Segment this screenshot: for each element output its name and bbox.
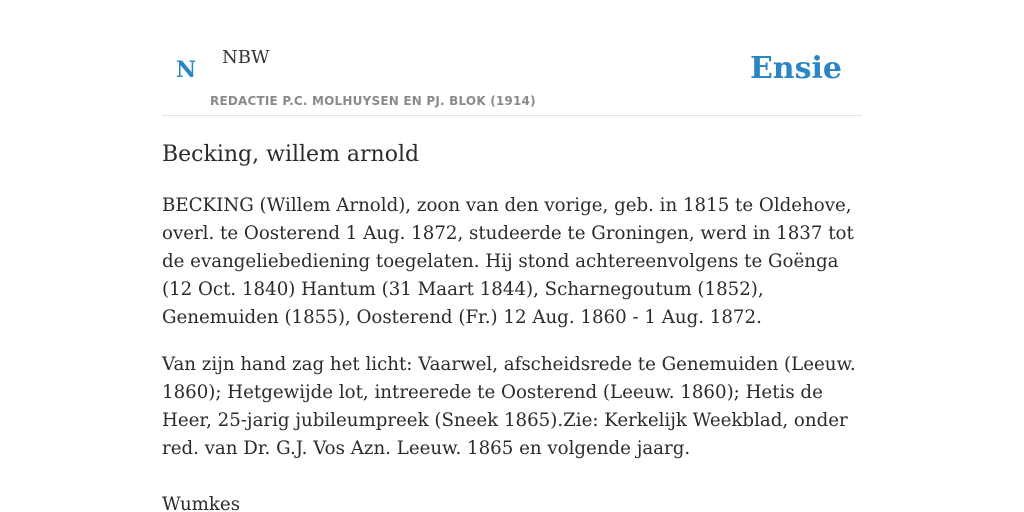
source-name[interactable]: NBW	[222, 47, 270, 68]
article-paragraph: Van zijn hand zag het licht: Vaarwel, afscheidsrede te Genemuiden (Leeuw. 1860); Hetgewijde lot, intreerede te Oosterend (Leeuw. 1860); Hetis de Heer, 25-jarig jubileumpreek (Sneek 1865).Zie: Kerkelijk Weekblad, onder red. van Dr. G.J. Vos Azn. Leeuw. 1865 en volgende jaarg.	[162, 354, 856, 459]
article-author: Wumkes	[162, 494, 241, 512]
article-body	[162, 192, 862, 482]
ensie-logo-link[interactable]: Ensie	[749, 51, 842, 86]
source-subtitle: REDACTIE P.C. MOLHUYSEN EN PJ. BLOK (1914)	[210, 94, 536, 108]
source-header	[162, 0, 862, 116]
source-logo[interactable]: N	[176, 57, 197, 83]
article-paragraph: BECKING (Willem Arnold), zoon van den vorige, geb. in 1815 te Oldehove, overl. te Oosterend 1 Aug. 1872, studeerde te Groningen, werd in 1837 tot de evangeliebediening toegelaten. Hij stond achtereenvolgens te Goënga (12 Oct. 1840) Hantum (31 Maart 1844), Scharnegoutum (1852), Genemuiden (1855), Oosterend (Fr.) 12 Aug. 1860 - 1 Aug. 1872.	[162, 195, 854, 328]
page-title: Becking, willem arnold	[162, 142, 420, 167]
article-page	[162, 0, 862, 512]
